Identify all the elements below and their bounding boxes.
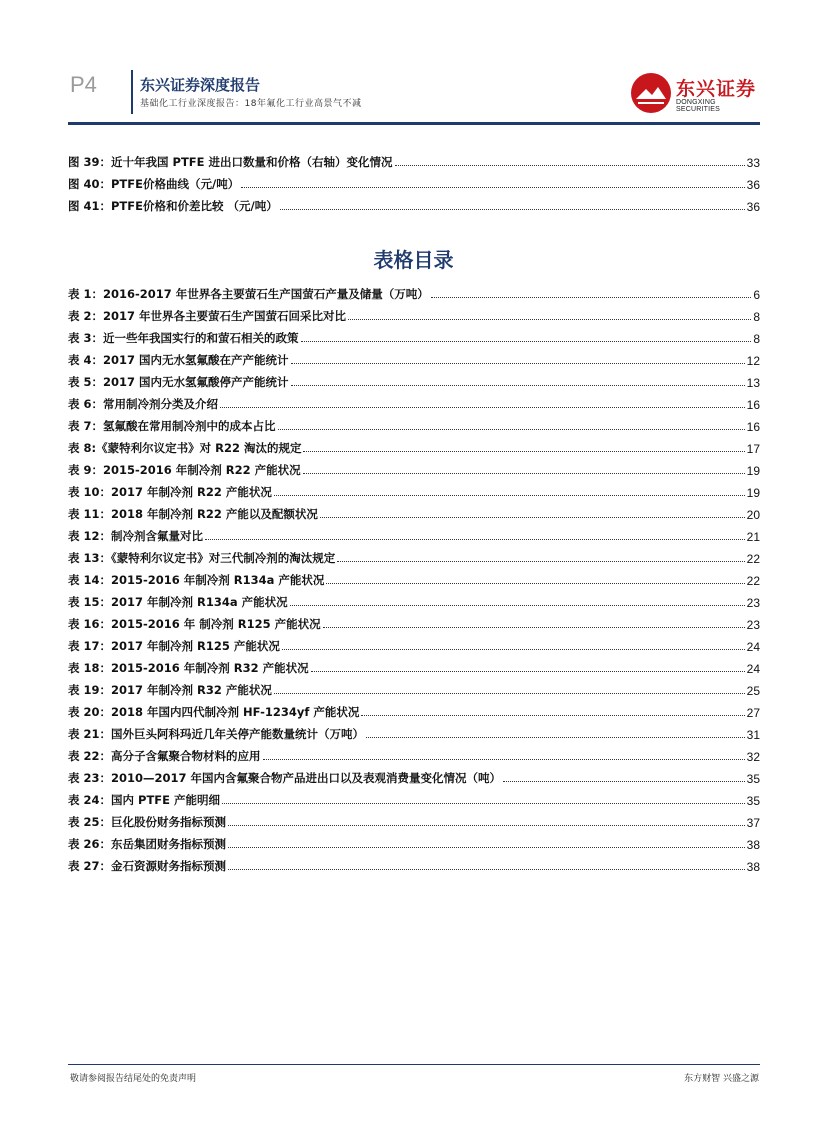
dot-leader xyxy=(395,165,745,166)
table-entry-page: 16 xyxy=(746,420,760,434)
figure-entry[interactable] xyxy=(68,170,760,192)
dot-leader xyxy=(282,649,745,650)
table-entry[interactable] xyxy=(68,280,760,302)
dot-leader xyxy=(366,737,745,738)
table-entry-page: 22 xyxy=(746,552,760,566)
dot-leader xyxy=(361,715,744,716)
dot-leader xyxy=(320,517,745,518)
page-number: P4 xyxy=(70,72,97,97)
table-entry-label: 表 26：东岳集团财务指标预测 xyxy=(68,837,227,851)
dot-leader xyxy=(274,495,745,496)
dot-leader xyxy=(311,671,745,672)
table-entry-label: 表 2：2017 年世界各主要萤石生产国萤石回采比对比 xyxy=(68,309,347,323)
table-entry-label: 表 22：高分子含氟聚合物材料的应用 xyxy=(68,749,261,763)
table-entry[interactable] xyxy=(68,522,760,544)
table-entry-page: 13 xyxy=(746,376,760,390)
table-entry[interactable] xyxy=(68,852,760,874)
table-entry[interactable] xyxy=(68,830,760,852)
table-entry-label: 表 3：近一些年我国实行的和萤石相关的政策 xyxy=(68,331,299,345)
logo-text: 东兴证券 xyxy=(676,78,757,100)
table-entry[interactable] xyxy=(68,786,760,808)
table-entry-label: 表 4：2017 国内无水氢氟酸在产产能统计 xyxy=(68,353,289,367)
table-entry-label: 表 19：2017 年制冷剂 R32 产能状况 xyxy=(68,683,272,697)
figure-list xyxy=(68,148,760,214)
figure-entry-page: 36 xyxy=(746,200,760,214)
table-entry-page: 19 xyxy=(746,464,760,478)
table-entry-label: 表 21：国外巨头阿科玛近几年关停产能数量统计（万吨） xyxy=(68,727,365,741)
table-entry-label: 表 9：2015-2016 年制冷剂 R22 产能状况 xyxy=(68,463,301,477)
footer-slogan: 东方财智 兴盛之源 xyxy=(684,1074,759,1084)
table-entry-label: 表 18：2015-2016 年制冷剂 R32 产能状况 xyxy=(68,661,309,675)
footer-rule xyxy=(68,1064,760,1065)
dot-leader xyxy=(263,759,745,760)
figure-entry[interactable] xyxy=(68,148,760,170)
table-entry-page: 20 xyxy=(746,508,760,522)
table-entry-page: 38 xyxy=(746,860,760,874)
company-logo xyxy=(630,70,760,116)
table-entry[interactable] xyxy=(68,632,760,654)
header-rule xyxy=(68,122,760,125)
table-entry-page: 6 xyxy=(753,288,760,302)
dot-leader xyxy=(205,539,745,540)
table-entry-label: 表 6：常用制冷剂分类及介绍 xyxy=(68,397,219,411)
dot-leader xyxy=(228,847,745,848)
table-entry-label: 表 8:《蒙特利尔议定书》对 R22 淘汰的规定 xyxy=(68,441,302,455)
table-entry-label: 表 13：《蒙特利尔议定书》对三代制冷剂的淘汰规定 xyxy=(68,551,336,565)
table-entry[interactable] xyxy=(68,434,760,456)
table-entry[interactable] xyxy=(68,742,760,764)
table-entry[interactable] xyxy=(68,412,760,434)
header-divider xyxy=(131,70,133,114)
table-entry-page: 8 xyxy=(753,310,760,324)
table-entry-page: 35 xyxy=(746,772,760,786)
figure-entry-label: 图 39：近十年我国 PTFE 进出口数量和价格（右轴）变化情况 xyxy=(68,155,393,169)
table-entry-page: 8 xyxy=(753,332,760,346)
table-entry-label: 表 10：2017 年制冷剂 R22 产能状况 xyxy=(68,485,272,499)
logo-mark-icon xyxy=(630,72,672,114)
logo-english: DONGXING SECURITIES xyxy=(676,99,721,113)
table-entry[interactable] xyxy=(68,566,760,588)
table-entry-page: 17 xyxy=(746,442,760,456)
dot-leader xyxy=(280,209,745,210)
table-entry[interactable] xyxy=(68,764,760,786)
dot-leader xyxy=(291,363,745,364)
dot-leader xyxy=(274,693,745,694)
table-entry-page: 27 xyxy=(746,706,760,720)
table-entry[interactable] xyxy=(68,346,760,368)
table-entry-label: 表 20：2018 年国内四代制冷剂 HF-1234yf 产能状况 xyxy=(68,705,360,719)
dot-leader xyxy=(303,451,744,452)
table-entry-label: 表 23：2010—2017 年国内含氟聚合物产品进出口以及表观消费量变化情况（吨） xyxy=(68,771,502,785)
table-entry-label: 表 14：2015-2016 年制冷剂 R134a 产能状况 xyxy=(68,573,325,587)
table-entry[interactable] xyxy=(68,478,760,500)
figure-entry-page: 36 xyxy=(746,178,760,192)
table-entry-page: 24 xyxy=(746,662,760,676)
table-entry-page: 24 xyxy=(746,640,760,654)
dot-leader xyxy=(323,627,745,628)
figure-entry-page: 33 xyxy=(746,156,760,170)
disclaimer-note: 敬请参阅报告结尾处的免责声明 xyxy=(70,1074,197,1084)
table-entry[interactable] xyxy=(68,676,760,698)
figure-entry[interactable] xyxy=(68,192,760,214)
table-entry[interactable] xyxy=(68,698,760,720)
dot-leader xyxy=(278,429,745,430)
table-entry-label: 表 15：2017 年制冷剂 R134a 产能状况 xyxy=(68,595,288,609)
table-entry[interactable] xyxy=(68,544,760,566)
tables-section-title: 表格目录 xyxy=(373,248,454,272)
dot-leader xyxy=(220,407,745,408)
table-entry-page: 22 xyxy=(746,574,760,588)
table-entry[interactable] xyxy=(68,302,760,324)
dot-leader xyxy=(503,781,745,782)
dot-leader xyxy=(228,869,745,870)
table-entry-page: 38 xyxy=(746,838,760,852)
report-title: 东兴证券深度报告 xyxy=(140,76,261,94)
table-entry-label: 表 17：2017 年制冷剂 R125 产能状况 xyxy=(68,639,280,653)
table-entry-label: 表 25：巨化股份财务指标预测 xyxy=(68,815,227,829)
table-list xyxy=(68,280,760,874)
dot-leader xyxy=(303,473,745,474)
table-entry[interactable] xyxy=(68,456,760,478)
dot-leader xyxy=(228,825,745,826)
table-entry-label: 表 11：2018 年制冷剂 R22 产能以及配额状况 xyxy=(68,507,318,521)
table-entry[interactable] xyxy=(68,324,760,346)
table-entry-page: 16 xyxy=(746,398,760,412)
table-entry-label: 表 16：2015-2016 年 制冷剂 R125 产能状况 xyxy=(68,617,321,631)
table-entry[interactable] xyxy=(68,610,760,632)
table-entry-page: 21 xyxy=(746,530,760,544)
table-entry-page: 32 xyxy=(746,750,760,764)
table-entry-label: 表 27：金石资源财务指标预测 xyxy=(68,859,227,873)
table-entry[interactable] xyxy=(68,368,760,390)
table-entry[interactable] xyxy=(68,390,760,412)
table-entry-label: 表 7：氢氟酸在常用制冷剂中的成本占比 xyxy=(68,419,276,433)
dot-leader xyxy=(326,583,744,584)
table-entry[interactable] xyxy=(68,654,760,676)
table-entry-page: 19 xyxy=(746,486,760,500)
table-entry[interactable] xyxy=(68,808,760,830)
table-entry-page: 23 xyxy=(746,596,760,610)
table-entry-label: 表 12：制冷剂含氟量对比 xyxy=(68,529,204,543)
dot-leader xyxy=(241,187,744,188)
table-entry-page: 35 xyxy=(746,794,760,808)
report-subtitle: 基础化工行业深度报告：18年氟化工行业高景气不减 xyxy=(140,99,362,109)
table-entry-label: 表 24：国内 PTFE 产能明细 xyxy=(68,793,220,807)
dot-leader xyxy=(290,605,745,606)
figure-entry-label: 图 40：PTFE价格曲线（元/吨） xyxy=(68,177,240,191)
table-entry[interactable] xyxy=(68,720,760,742)
table-entry-page: 12 xyxy=(746,354,760,368)
table-entry[interactable] xyxy=(68,500,760,522)
dot-leader xyxy=(222,803,745,804)
figure-entry-label: 图 41：PTFE价格和价差比较 （元/吨） xyxy=(68,199,278,213)
table-entry-label: 表 1：2016-2017 年世界各主要萤石生产国萤石产量及储量（万吨） xyxy=(68,287,429,301)
table-entry-page: 25 xyxy=(746,684,760,698)
dot-leader xyxy=(337,561,744,562)
dot-leader xyxy=(348,319,751,320)
table-entry-page: 31 xyxy=(746,728,760,742)
dot-leader xyxy=(291,385,745,386)
dot-leader xyxy=(301,341,752,342)
dot-leader xyxy=(431,297,752,298)
table-entry-page: 23 xyxy=(746,618,760,632)
table-entry[interactable] xyxy=(68,588,760,610)
table-entry-page: 37 xyxy=(746,816,760,830)
table-entry-label: 表 5：2017 国内无水氢氟酸停产产能统计 xyxy=(68,375,289,389)
